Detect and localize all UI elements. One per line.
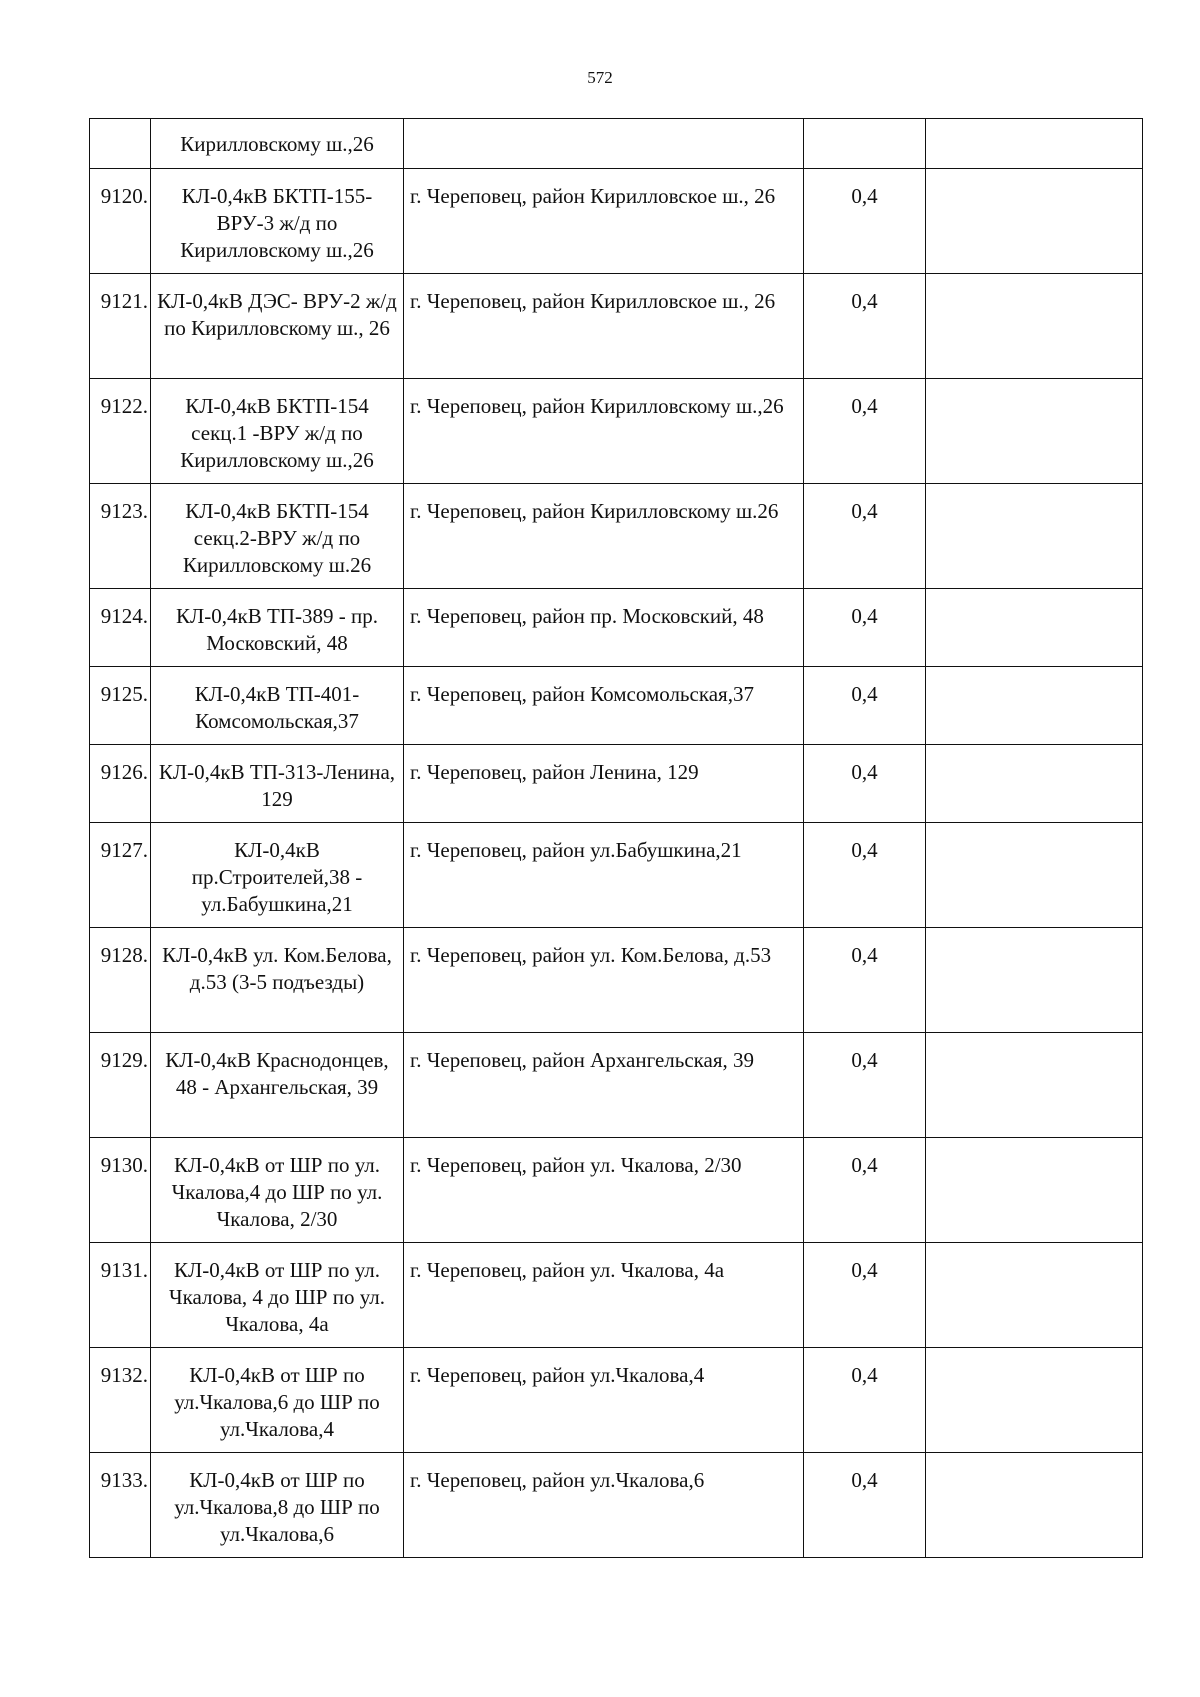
row-number-cell: 9132. — [90, 1348, 151, 1453]
address-cell: г. Череповец, район ул. Чкалова, 2/30 — [404, 1138, 804, 1243]
address-cell: г. Череповец, район Архангельская, 39 — [404, 1033, 804, 1138]
table-row — [90, 745, 1143, 823]
note-cell — [926, 379, 1143, 484]
table-row — [90, 274, 1143, 379]
line-name-cell: КЛ-0,4кВ от ШР по ул.Чкалова,8 до ШР по ул.Чкалова,6 — [151, 1453, 404, 1558]
row-number-cell: 9122. — [90, 379, 151, 484]
address-cell: г. Череповец, район ул.Чкалова,4 — [404, 1348, 804, 1453]
table-row — [90, 379, 1143, 484]
row-number-cell: 9133. — [90, 1453, 151, 1558]
line-name-cell: КЛ-0,4кВ ДЭС- ВРУ-2 ж/д по Кирилловскому ш., 26 — [151, 274, 404, 379]
note-cell — [926, 667, 1143, 745]
table-row — [90, 589, 1143, 667]
line-name-cell: КЛ-0,4кВ БКТП-154 секц.2-ВРУ ж/д по Кирилловскому ш.26 — [151, 484, 404, 589]
line-name-cell: КЛ-0,4кВ ТП-389 - пр. Московский, 48 — [151, 589, 404, 667]
row-number-cell: 9131. — [90, 1243, 151, 1348]
note-cell — [926, 1138, 1143, 1243]
voltage-cell: 0,4 — [804, 1453, 926, 1558]
note-cell — [926, 119, 1143, 169]
voltage-cell: 0,4 — [804, 928, 926, 1033]
line-name-cell: КЛ-0,4кВ пр.Строителей,38 - ул.Бабушкина,21 — [151, 823, 404, 928]
table-row — [90, 1138, 1143, 1243]
voltage-cell: 0,4 — [804, 169, 926, 274]
note-cell — [926, 1453, 1143, 1558]
line-name-cell: КЛ-0,4кВ от ШР по ул. Чкалова,4 до ШР по ул. Чкалова, 2/30 — [151, 1138, 404, 1243]
line-name-cell: КЛ-0,4кВ БКТП-155-ВРУ-3 ж/д по Кирилловскому ш.,26 — [151, 169, 404, 274]
table-row — [90, 1453, 1143, 1558]
voltage-cell — [804, 119, 926, 169]
voltage-cell: 0,4 — [804, 484, 926, 589]
address-cell: г. Череповец, район Кирилловское ш., 26 — [404, 274, 804, 379]
table-row — [90, 928, 1143, 1033]
note-cell — [926, 589, 1143, 667]
line-name-cell: КЛ-0,4кВ от ШР по ул. Чкалова, 4 до ШР по ул. Чкалова, 4а — [151, 1243, 404, 1348]
row-number-cell: 9129. — [90, 1033, 151, 1138]
note-cell — [926, 928, 1143, 1033]
note-cell — [926, 169, 1143, 274]
voltage-cell: 0,4 — [804, 823, 926, 928]
note-cell — [926, 823, 1143, 928]
table-row — [90, 484, 1143, 589]
row-number-cell: 9121. — [90, 274, 151, 379]
line-name-cell: КЛ-0,4кВ ТП-401-Комсомольская,37 — [151, 667, 404, 745]
voltage-cell: 0,4 — [804, 1138, 926, 1243]
row-number-cell: 9120. — [90, 169, 151, 274]
address-cell: г. Череповец, район ул.Бабушкина,21 — [404, 823, 804, 928]
voltage-cell: 0,4 — [804, 589, 926, 667]
row-number-cell: 9128. — [90, 928, 151, 1033]
address-cell: г. Череповец, район пр. Московский, 48 — [404, 589, 804, 667]
table-row — [90, 1243, 1143, 1348]
voltage-cell: 0,4 — [804, 1033, 926, 1138]
table-row — [90, 169, 1143, 274]
table-row — [90, 119, 1143, 169]
address-cell: г. Череповец, район ул. Чкалова, 4а — [404, 1243, 804, 1348]
address-cell: г. Череповец, район ул.Чкалова,6 — [404, 1453, 804, 1558]
row-number-cell: 9127. — [90, 823, 151, 928]
row-number-cell: 9123. — [90, 484, 151, 589]
voltage-cell: 0,4 — [804, 379, 926, 484]
voltage-cell: 0,4 — [804, 667, 926, 745]
address-cell: г. Череповец, район ул. Ком.Белова, д.53 — [404, 928, 804, 1033]
page-number: 572 — [587, 68, 613, 87]
address-cell: г. Череповец, район Комсомольская,37 — [404, 667, 804, 745]
line-name-cell: КЛ-0,4кВ Краснодонцев, 48 - Архангельская, 39 — [151, 1033, 404, 1138]
line-name-cell: КЛ-0,4кВ ТП-313-Ленина, 129 — [151, 745, 404, 823]
address-cell — [404, 119, 804, 169]
line-name-cell: Кирилловскому ш.,26 — [151, 119, 404, 169]
registry-table — [89, 118, 1143, 1558]
voltage-cell: 0,4 — [804, 274, 926, 379]
voltage-cell: 0,4 — [804, 1243, 926, 1348]
address-cell: г. Череповец, район Ленина, 129 — [404, 745, 804, 823]
note-cell — [926, 745, 1143, 823]
row-number-cell: 9125. — [90, 667, 151, 745]
row-number-cell: 9126. — [90, 745, 151, 823]
row-number-cell — [90, 119, 151, 169]
line-name-cell: КЛ-0,4кВ от ШР по ул.Чкалова,6 до ШР по ул.Чкалова,4 — [151, 1348, 404, 1453]
note-cell — [926, 1348, 1143, 1453]
address-cell: г. Череповец, район Кирилловскому ш.26 — [404, 484, 804, 589]
row-number-cell: 9130. — [90, 1138, 151, 1243]
row-number-cell: 9124. — [90, 589, 151, 667]
table-row — [90, 1348, 1143, 1453]
address-cell: г. Череповец, район Кирилловскому ш.,26 — [404, 379, 804, 484]
table-row — [90, 1033, 1143, 1138]
note-cell — [926, 274, 1143, 379]
note-cell — [926, 1033, 1143, 1138]
table-row — [90, 667, 1143, 745]
note-cell — [926, 484, 1143, 589]
address-cell: г. Череповец, район Кирилловское ш., 26 — [404, 169, 804, 274]
line-name-cell: КЛ-0,4кВ БКТП-154 секц.1 -ВРУ ж/д по Кирилловскому ш.,26 — [151, 379, 404, 484]
note-cell — [926, 1243, 1143, 1348]
voltage-cell: 0,4 — [804, 1348, 926, 1453]
voltage-cell: 0,4 — [804, 745, 926, 823]
line-name-cell: КЛ-0,4кВ ул. Ком.Белова, д.53 (3-5 подъезды) — [151, 928, 404, 1033]
table-row — [90, 823, 1143, 928]
